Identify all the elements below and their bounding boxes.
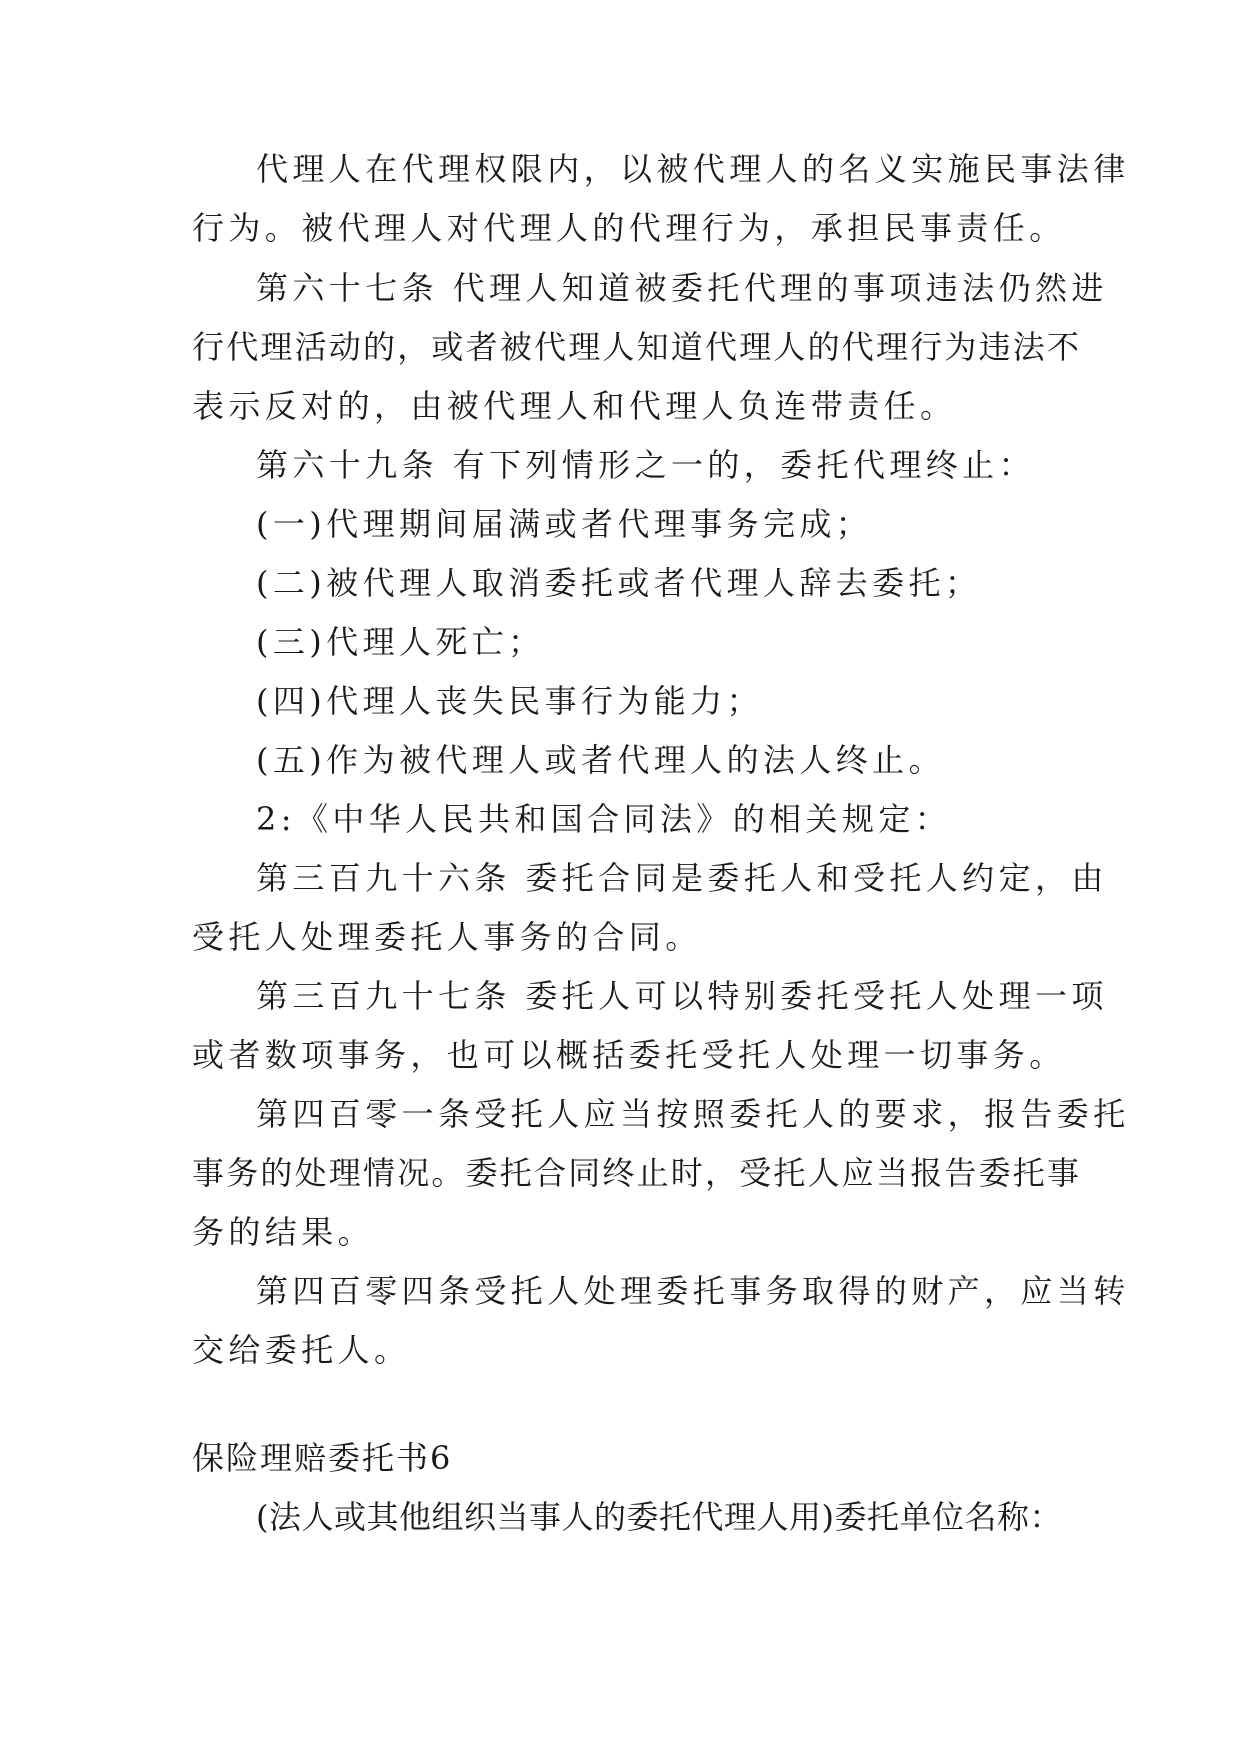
list-item-1: (一)代理期间届满或者代理事务完成； — [256, 505, 873, 543]
article-401-line: 第四百零一条受托人应当按照委托人的要求，报告委托 — [256, 1095, 1130, 1133]
article-69-line: 第六十九条 有下列情形之一的，委托代理终止： — [256, 446, 1035, 484]
article-397-line: 第三百九十七条 委托人可以特别委托受托人处理一项 — [256, 977, 1108, 1015]
article-67-line: 第六十七条 代理人知道被委托代理的事项违法仍然进 — [256, 269, 1108, 307]
paragraph-line: 交给委托人。 — [192, 1331, 411, 1369]
list-item-2: (二)被代理人取消委托或者代理人辞去委托； — [256, 564, 982, 602]
paragraph-line: (法人或其他组织当事人的委托代理人用)委托单位名称： — [256, 1498, 1062, 1536]
paragraph-line: 行代理活动的，或者被代理人知道代理人的代理行为违法不 — [192, 328, 1082, 366]
article-396-line: 第三百九十六条 委托合同是委托人和受托人约定，由 — [256, 859, 1108, 897]
paragraph-line: 务的结果。 — [192, 1213, 375, 1251]
list-item-3: (三)代理人死亡； — [256, 623, 545, 661]
paragraph-line: 事务的处理情况。委托合同终止时，受托人应当报告委托事 — [192, 1154, 1082, 1192]
paragraph-line: 或者数项事务，也可以概括委托受托人处理一切事务。 — [192, 1036, 1066, 1074]
paragraph-line: 代理人在代理权限内，以被代理人的名义实施民事法律 — [256, 150, 1130, 188]
section-heading-contract-law: 2:《中华人民共和国合同法》的相关规定： — [256, 800, 952, 838]
article-404-line: 第四百零四条受托人处理委托事务取得的财产，应当转 — [256, 1272, 1130, 1310]
section-title: 保险理赔委托书6 — [192, 1439, 453, 1477]
paragraph-line: 表示反对的，由被代理人和代理人负连带责任。 — [192, 387, 957, 425]
list-item-4: (四)代理人丧失民事行为能力； — [256, 682, 763, 720]
paragraph-line: 行为。被代理人对代理人的代理行为，承担民事责任。 — [192, 209, 1066, 247]
paragraph-line: 受托人处理委托人事务的合同。 — [192, 918, 702, 956]
list-item-5: (五)作为被代理人或者代理人的法人终止。 — [256, 741, 945, 779]
